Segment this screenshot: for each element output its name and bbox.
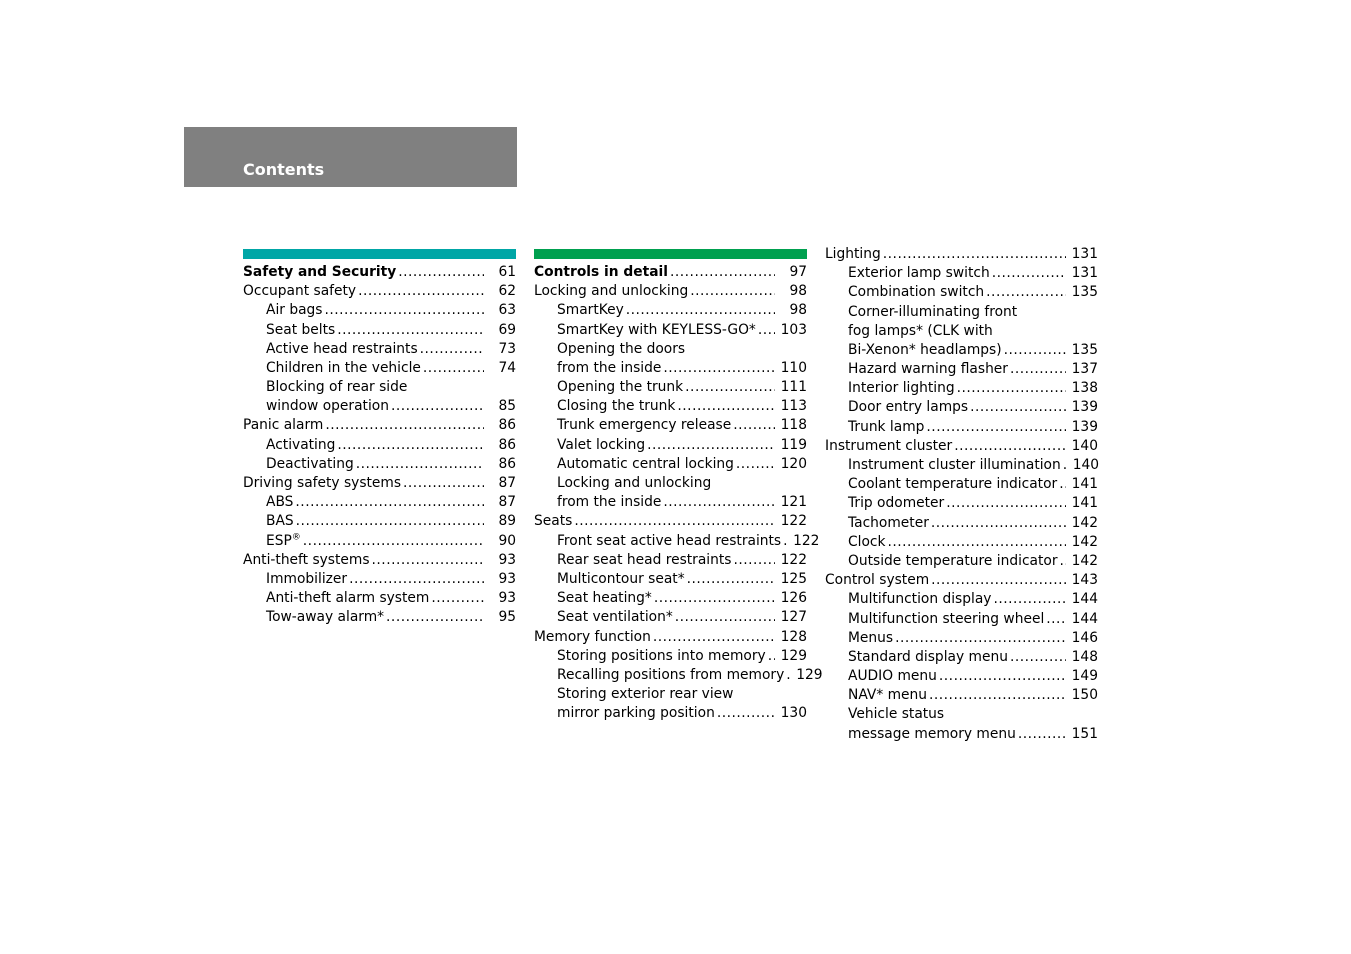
- dot-leader: [946, 494, 1065, 513]
- toc-entry[interactable]: [243, 608, 516, 627]
- toc-entry-label: BAS: [266, 513, 294, 530]
- toc-entry-label: Active head restraints: [266, 340, 418, 357]
- toc-entry[interactable]: [243, 417, 516, 436]
- toc-entry[interactable]: [534, 359, 807, 378]
- toc-entry-page-number: 61: [498, 263, 516, 280]
- toc-entry-label: Immobilizer: [266, 570, 348, 587]
- toc-entry[interactable]: [243, 493, 516, 512]
- toc-entry[interactable]: [534, 512, 807, 531]
- toc-entry-label: Memory function: [534, 628, 651, 645]
- toc-entry[interactable]: [243, 282, 516, 301]
- dot-leader: [349, 570, 484, 589]
- dot-leader: [786, 666, 790, 685]
- dot-leader: [733, 416, 774, 435]
- toc-entry-label: Multifunction display: [848, 591, 992, 608]
- toc-entry-label: Deactivating: [266, 455, 354, 472]
- toc-entry-label: Seat ventilation*: [557, 609, 673, 626]
- dot-leader: [957, 379, 1066, 398]
- toc-entry-label: Trip odometer: [848, 495, 945, 512]
- toc-entry-page-number: 86: [498, 455, 516, 472]
- dot-leader: [954, 437, 1065, 456]
- dot-leader: [398, 263, 484, 282]
- dot-leader: [295, 493, 484, 512]
- toc-entry-page-number: 141: [1071, 476, 1098, 493]
- toc-column-lighting: [825, 245, 1100, 744]
- toc-entry-label: Rear seat head restraints: [557, 551, 732, 568]
- toc-entry[interactable]: [243, 301, 516, 320]
- toc-entry[interactable]: [825, 322, 1098, 341]
- toc-entry-page-number: 118: [780, 417, 807, 434]
- toc-entry[interactable]: [534, 589, 807, 608]
- toc-entry-page-number: 63: [498, 302, 516, 319]
- toc-entry-label: message memory menu: [848, 725, 1016, 742]
- dot-leader: [690, 282, 775, 301]
- dot-leader: [431, 589, 484, 608]
- toc-entry[interactable]: [534, 417, 807, 436]
- toc-entry-page-number: 122: [780, 513, 807, 530]
- toc-entry-page-number: 128: [780, 628, 807, 645]
- toc-entry[interactable]: [825, 399, 1098, 418]
- toc-entry-page-number: 98: [789, 302, 807, 319]
- dot-leader: [883, 245, 1066, 264]
- toc-entry[interactable]: [825, 437, 1098, 456]
- toc-entry-page-number: 140: [1072, 457, 1100, 474]
- toc-entry-page-number: 87: [498, 475, 516, 492]
- toc-entry[interactable]: [243, 397, 516, 416]
- toc-entry-page-number: 146: [1071, 629, 1098, 646]
- dot-leader: [423, 359, 484, 378]
- toc-entry-page-number: 144: [1071, 591, 1098, 608]
- toc-entry[interactable]: [825, 245, 1098, 264]
- toc-entry[interactable]: [534, 340, 807, 359]
- dot-leader: [372, 551, 484, 570]
- dot-leader: [647, 436, 775, 455]
- toc-entry-label: Locking and unlocking: [534, 283, 689, 300]
- toc-entry-page-number: 93: [498, 570, 516, 587]
- toc-entry-label: Vehicle status: [848, 706, 945, 723]
- toc-entry-label: Closing the trunk: [557, 398, 676, 415]
- toc-entry[interactable]: [825, 533, 1098, 552]
- toc-entry-label: Trunk emergency release: [557, 417, 732, 434]
- toc-entry-page-number: 86: [498, 417, 516, 434]
- toc-entry-page-number: 74: [498, 359, 516, 376]
- toc-entry-label: ABS: [266, 494, 294, 511]
- toc-entry[interactable]: [825, 341, 1098, 360]
- toc-entry-label: Clock: [848, 533, 886, 550]
- toc-entry-label: window operation: [266, 398, 389, 415]
- dot-leader: [895, 629, 1066, 648]
- toc-entry[interactable]: [243, 340, 516, 359]
- toc-entry[interactable]: [825, 456, 1098, 475]
- toc-entry[interactable]: [534, 704, 807, 723]
- toc-entry-page-number: 113: [780, 398, 807, 415]
- toc-entry-page-number: 143: [1071, 572, 1098, 589]
- toc-entry[interactable]: [534, 263, 807, 282]
- dot-leader: [626, 301, 775, 320]
- toc-entry-page-number: 137: [1071, 361, 1098, 378]
- dot-leader: [337, 321, 484, 340]
- toc-entry-page-number: 138: [1071, 380, 1098, 397]
- toc-entry-page-number: 97: [789, 263, 807, 280]
- toc-entry-label: Hazard warning flasher: [848, 361, 1008, 378]
- toc-entry[interactable]: [243, 551, 516, 570]
- toc-entry-label: Recalling positions from memory: [557, 666, 785, 683]
- dot-leader: [653, 628, 775, 647]
- toc-entry[interactable]: [825, 303, 1098, 322]
- dot-leader: [1010, 648, 1066, 667]
- toc-entry-label: ESP®: [266, 532, 301, 549]
- toc-entry[interactable]: [825, 629, 1098, 648]
- dot-leader: [391, 397, 484, 416]
- toc-entry-page-number: 86: [498, 436, 516, 453]
- toc-entry-label: Control system: [825, 572, 930, 589]
- toc-entry[interactable]: [243, 263, 516, 282]
- toc-entry[interactable]: [825, 725, 1098, 744]
- toc-entry[interactable]: [534, 666, 823, 685]
- toc-entry-page-number: 150: [1071, 687, 1098, 704]
- toc-entry[interactable]: [825, 610, 1098, 629]
- toc-entry-label: from the inside: [557, 494, 662, 511]
- toc-entry[interactable]: [243, 359, 516, 378]
- toc-entry[interactable]: [825, 667, 1098, 686]
- dot-leader: [303, 532, 484, 551]
- toc-entry[interactable]: [825, 706, 1098, 725]
- toc-entry-label: Children in the vehicle: [266, 359, 421, 376]
- toc-entry-page-number: 126: [780, 590, 807, 607]
- toc-entry[interactable]: [534, 493, 807, 512]
- toc-entry-label: Occupant safety: [243, 283, 357, 300]
- toc-entry-label: Exterior lamp switch: [848, 265, 990, 282]
- dot-leader: [986, 283, 1065, 302]
- toc-entry-label: Valet locking: [557, 436, 646, 453]
- toc-entry[interactable]: [534, 474, 807, 493]
- dot-leader: [733, 551, 774, 570]
- toc-entry[interactable]: [534, 321, 807, 340]
- toc-entry-label: SmartKey: [557, 302, 624, 319]
- toc-entry-page-number: 85: [498, 398, 516, 415]
- dot-leader: [386, 608, 484, 627]
- dot-leader: [687, 570, 775, 589]
- toc-entry-page-number: 69: [498, 321, 516, 338]
- toc-entry-label: Outside temperature indicator: [848, 552, 1058, 569]
- toc-entry-page-number: 73: [498, 340, 516, 357]
- toc-entry[interactable]: [825, 379, 1098, 398]
- toc-entry-page-number: 119: [780, 436, 807, 453]
- toc-entry-list: [243, 263, 516, 628]
- toc-entry-label: Corner-illuminating front: [848, 303, 1018, 320]
- dot-leader: [931, 514, 1066, 533]
- toc-entry-label: Standard display menu: [848, 648, 1008, 665]
- toc-entry-label: Storing positions into memory: [557, 647, 766, 664]
- toc-entry-page-number: 93: [498, 551, 516, 568]
- toc-entry-label: NAV* menu: [848, 687, 928, 704]
- toc-entry[interactable]: [825, 686, 1098, 705]
- dot-leader: [1060, 552, 1066, 571]
- toc-entry-page-number: 87: [498, 494, 516, 511]
- toc-entry-page-number: 89: [498, 513, 516, 530]
- toc-entry-label: Interior lighting: [848, 380, 955, 397]
- toc-entry-label: Coolant temperature indicator: [848, 476, 1058, 493]
- toc-entry-page-number: 148: [1071, 648, 1098, 665]
- toc-entry-list: [534, 263, 823, 724]
- toc-entry-label: Lighting: [825, 245, 881, 262]
- toc-entry-page-number: 129: [780, 647, 807, 664]
- toc-entry[interactable]: [534, 628, 807, 647]
- dot-leader: [993, 590, 1065, 609]
- toc-entry-label: Activating: [266, 436, 336, 453]
- toc-entry[interactable]: [534, 455, 807, 474]
- toc-entry-label: Seats: [534, 513, 573, 530]
- toc-entry-label: Front seat active head restraints: [557, 532, 782, 549]
- toc-entry-label: Panic alarm: [243, 417, 324, 434]
- dot-leader: [677, 397, 774, 416]
- dot-leader: [717, 704, 775, 723]
- dot-leader: [1046, 610, 1065, 629]
- toc-column-controls: [534, 249, 823, 724]
- toc-entry[interactable]: [243, 436, 516, 455]
- dot-leader: [296, 512, 484, 531]
- toc-entry-label: Tachometer: [848, 514, 929, 531]
- toc-entry[interactable]: [243, 321, 516, 340]
- toc-entry[interactable]: [825, 648, 1098, 667]
- dot-leader: [358, 282, 484, 301]
- dot-leader: [325, 301, 485, 320]
- toc-entry-page-number: 140: [1071, 437, 1098, 454]
- dot-leader: [337, 436, 484, 455]
- dot-leader: [1063, 456, 1067, 475]
- dot-leader: [356, 455, 484, 474]
- toc-entry-page-number: 129: [796, 666, 823, 683]
- toc-entry-label: Opening the doors: [557, 340, 686, 357]
- toc-entry-label: Locking and unlocking: [557, 475, 712, 492]
- toc-entry-page-number: 90: [498, 532, 516, 549]
- toc-entry-page-number: 142: [1071, 552, 1098, 569]
- toc-entry-page-number: 149: [1071, 668, 1098, 685]
- toc-entry-page-number: 135: [1071, 341, 1098, 358]
- toc-entry-label: Bi-Xenon* headlamps): [848, 341, 1002, 358]
- toc-entry-label: from the inside: [557, 359, 662, 376]
- toc-entry[interactable]: [534, 647, 807, 666]
- toc-entry-page-number: 151: [1071, 725, 1098, 742]
- dot-leader: [887, 533, 1065, 552]
- toc-entry[interactable]: [825, 418, 1098, 437]
- toc-entry[interactable]: [243, 378, 516, 397]
- dot-leader: [768, 647, 775, 666]
- dot-leader: [1059, 475, 1065, 494]
- toc-entry[interactable]: [825, 475, 1098, 494]
- toc-entry-label: Instrument cluster illumination: [848, 457, 1061, 474]
- toc-entry-label: Menus: [848, 629, 894, 646]
- toc-entry-label: Multifunction steering wheel: [848, 610, 1045, 627]
- toc-entry[interactable]: [534, 532, 820, 551]
- dot-leader: [926, 418, 1065, 437]
- toc-entry-page-number: 111: [780, 379, 807, 396]
- dot-leader: [670, 263, 775, 282]
- toc-entry-label: Opening the trunk: [557, 379, 684, 396]
- toc-entry-page-number: 131: [1071, 265, 1098, 282]
- toc-entry[interactable]: [534, 378, 807, 397]
- toc-entry-page-number: 139: [1071, 418, 1098, 435]
- toc-entry-label: SmartKey with KEYLESS-GO*: [557, 321, 756, 338]
- toc-entry-label: Automatic central locking: [557, 455, 734, 472]
- toc-entry-page-number: 98: [789, 283, 807, 300]
- toc-entry-label: Safety and Security: [243, 263, 397, 280]
- toc-entry-page-number: 62: [498, 283, 516, 300]
- toc-entry-page-number: 122: [793, 532, 820, 549]
- toc-entry-label: Door entry lamps: [848, 399, 969, 416]
- toc-entry-label: Trunk lamp: [848, 418, 925, 435]
- toc-entry-label: Anti-theft systems: [243, 551, 370, 568]
- toc-entry-label: Seat belts: [266, 321, 336, 338]
- dot-leader: [403, 474, 484, 493]
- toc-entry[interactable]: [243, 570, 516, 589]
- toc-entry-label: Controls in detail: [534, 263, 669, 280]
- toc-entry[interactable]: [825, 590, 1098, 609]
- section-color-bar-controls: [534, 249, 807, 259]
- toc-entry-page-number: 121: [780, 494, 807, 511]
- dot-leader: [758, 321, 775, 340]
- toc-entry-label: Multicontour seat*: [557, 570, 685, 587]
- dot-leader: [931, 571, 1066, 590]
- dot-leader: [654, 589, 775, 608]
- toc-entry-label: Air bags: [266, 302, 323, 319]
- toc-entry-label: Combination switch: [848, 284, 985, 301]
- toc-entry-page-number: 120: [780, 455, 807, 472]
- toc-entry-label: Seat heating*: [557, 590, 652, 607]
- dot-leader: [685, 378, 774, 397]
- toc-entry[interactable]: [825, 552, 1098, 571]
- toc-entry[interactable]: [243, 455, 516, 474]
- toc-entry-page-number: 131: [1071, 245, 1098, 262]
- toc-entry[interactable]: [825, 360, 1098, 379]
- toc-entry-page-number: 144: [1071, 610, 1098, 627]
- toc-entry-label: AUDIO menu: [848, 668, 937, 685]
- toc-entry-label: Driving safety systems: [243, 475, 402, 492]
- dot-leader: [675, 608, 775, 627]
- toc-entry-label: Instrument cluster: [825, 437, 953, 454]
- dot-leader: [929, 686, 1066, 705]
- toc-entry[interactable]: [243, 512, 516, 531]
- toc-entry[interactable]: [534, 436, 807, 455]
- page-title: Contents: [243, 160, 325, 179]
- toc-entry-page-number: 127: [780, 609, 807, 626]
- toc-entry-page-number: 139: [1071, 399, 1098, 416]
- toc-entry-page-number: 125: [780, 570, 807, 587]
- toc-entry-label: Storing exterior rear view: [557, 686, 734, 703]
- toc-entry-label: Anti-theft alarm system: [266, 590, 430, 607]
- dot-leader: [939, 667, 1066, 686]
- toc-entry-page-number: 142: [1071, 514, 1098, 531]
- toc-entry[interactable]: [534, 282, 807, 301]
- dot-leader: [663, 359, 774, 378]
- toc-entry-label: Blocking of rear side: [266, 379, 408, 396]
- toc-entry-label: mirror parking position: [557, 705, 715, 722]
- dot-leader: [325, 416, 484, 435]
- toc-entry[interactable]: [243, 532, 516, 551]
- toc-entry-page-number: 141: [1071, 495, 1098, 512]
- toc-entry-page-number: 142: [1071, 533, 1098, 550]
- toc-entry[interactable]: [825, 494, 1098, 513]
- toc-entry[interactable]: [534, 551, 807, 570]
- toc-entry[interactable]: [825, 264, 1098, 283]
- toc-entry-page-number: 110: [780, 359, 807, 376]
- dot-leader: [736, 455, 775, 474]
- toc-entry-page-number: 93: [498, 590, 516, 607]
- dot-leader: [574, 512, 774, 531]
- dot-leader: [970, 398, 1066, 417]
- dot-leader: [420, 340, 484, 359]
- toc-entry[interactable]: [534, 685, 807, 704]
- toc-column-safety: [243, 249, 516, 628]
- dot-leader: [1004, 341, 1066, 360]
- toc-entry-label: fog lamps* (CLK with: [848, 322, 993, 339]
- registered-mark: ®: [291, 532, 301, 543]
- toc-entry[interactable]: [825, 283, 1098, 302]
- dot-leader: [1010, 360, 1066, 379]
- toc-entry[interactable]: [243, 589, 516, 608]
- toc-entry[interactable]: [534, 397, 807, 416]
- dot-leader: [663, 493, 774, 512]
- dot-leader: [783, 532, 787, 551]
- dot-leader: [992, 264, 1066, 283]
- toc-entry[interactable]: [534, 608, 807, 627]
- toc-entry[interactable]: [534, 301, 807, 320]
- toc-entry-page-number: 103: [780, 321, 807, 338]
- toc-entry[interactable]: [825, 571, 1098, 590]
- toc-entry-page-number: 95: [498, 609, 516, 626]
- toc-entry-list: [825, 245, 1098, 744]
- toc-entry[interactable]: [243, 474, 516, 493]
- contents-header-banner: [184, 127, 517, 187]
- toc-entry[interactable]: [825, 514, 1098, 533]
- dot-leader: [1018, 725, 1066, 744]
- toc-entry-page-number: 122: [780, 551, 807, 568]
- toc-entry-page-number: 135: [1071, 284, 1098, 301]
- toc-entry-page-number: 130: [780, 705, 807, 722]
- toc-entry-label: Tow-away alarm*: [266, 609, 385, 626]
- toc-entry[interactable]: [534, 570, 807, 589]
- section-color-bar-safety: [243, 249, 516, 259]
